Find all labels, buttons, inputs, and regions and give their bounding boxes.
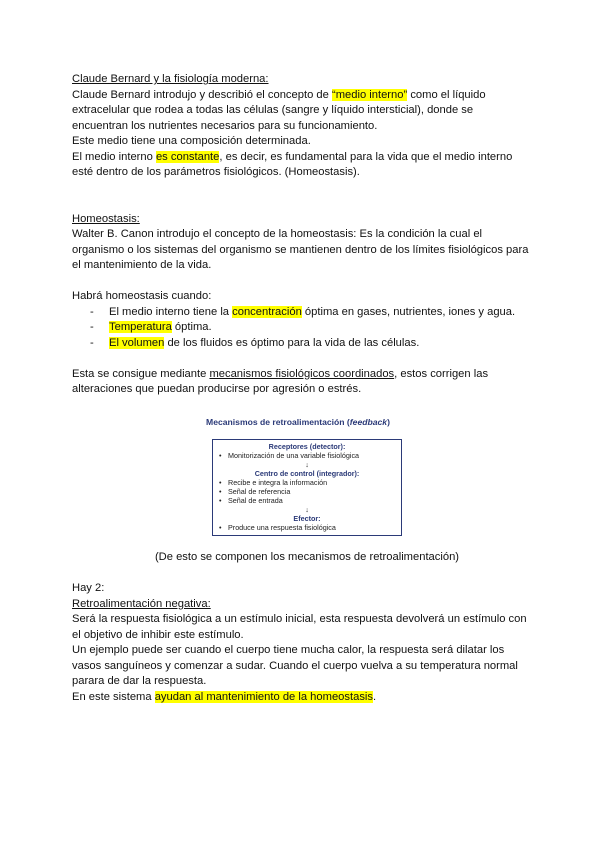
control-item: • Señal de referencia bbox=[219, 487, 395, 496]
down-arrow-icon: ↓ bbox=[305, 504, 309, 514]
list-intro: Habrá homeostasis cuando: bbox=[72, 290, 212, 302]
figure-caption: (De esto se componen los mecanismos de retroalimentación) bbox=[154, 551, 460, 564]
document-body bbox=[72, 72, 532, 705]
paragraph-canon: Walter B. Canon introdujo el concepto de la homeostasis: Es la condición la cual el organismo o los sistemas del organismo se mantienen dentro de los límites fisiológicos para el mantenimiento de la vida. bbox=[72, 228, 529, 271]
receptors-item: • Monitorización de una variable fisiológica bbox=[219, 451, 395, 460]
underline-mecanismos: mecanismos fisiológicos coordinados bbox=[209, 367, 395, 380]
homeostasis-conditions-list bbox=[72, 305, 532, 352]
highlight-volumen: El volumen bbox=[109, 336, 165, 349]
down-arrow-icon: ↓ bbox=[305, 459, 309, 469]
paragraph-hay-2: Hay 2: bbox=[72, 582, 105, 595]
figure-box bbox=[212, 439, 402, 536]
control-item: • Señal de entrada bbox=[219, 496, 395, 505]
section-title-retro-negativa: Retroalimentación negativa: bbox=[72, 597, 211, 610]
highlight-concentracion: concentración bbox=[232, 305, 302, 318]
list-item: - Temperatura óptima. bbox=[72, 320, 532, 336]
list-item: - El volumen de los fluidos es óptimo para la vida de las células. bbox=[72, 336, 532, 352]
control-item: • Recibe e integra la información bbox=[219, 478, 395, 487]
highlight-temperatura: Temperatura bbox=[109, 321, 172, 333]
paragraph-mecanismos: Esta se consigue mediante mecanismos fisiológicos coordinados, estos corrigen las alteraciones que puedan producirse por agresión o estrés. bbox=[72, 367, 489, 395]
highlight-mantenimiento: ayudan al mantenimiento de la homeostasis bbox=[154, 690, 373, 703]
paragraph-medio-interno: Claude Bernard introdujo y describió el concepto de “medio interno” como el líquido extracelular que rodea a todas las células (sangre y líquido intersticial), donde se encuentran los nutrientes necesarios para su funcionamiento. bbox=[72, 88, 486, 132]
receptors-heading: Receptores (detector): bbox=[268, 442, 346, 451]
effector-heading: Efector: bbox=[293, 513, 321, 523]
control-heading: Centro de control (integrador): bbox=[254, 468, 360, 478]
paragraph-ejemplo: Un ejemplo puede ser cuando el cuerpo tiene mucha calor, la respuesta será dilatar los vasos sanguíneos y comenzar a sudar. Cuando el cuerpo vuelva a su temperatura normal parara de dar la respuesta. bbox=[72, 644, 518, 688]
feedback-figure bbox=[72, 415, 532, 537]
section-title-homeostasis: Homeostasis: bbox=[72, 212, 140, 225]
paragraph-composicion: Este medio tiene una composición determinada. bbox=[72, 135, 311, 147]
section-title-bernard: Claude Bernard y la fisiología moderna: bbox=[72, 73, 269, 85]
figure-title: Mecanismos de retroalimentación (feedback) bbox=[206, 416, 390, 427]
paragraph-respuesta: Será la respuesta fisiológica a un estímulo inicial, esta respuesta devolverá un estímulo con el objetivo de inhibir este estímulo. bbox=[72, 613, 527, 641]
paragraph-sistema: En este sistema ayudan al mantenimiento de la homeostasis. bbox=[72, 690, 377, 703]
highlight-medio-interno: “medio interno” bbox=[331, 88, 408, 101]
paragraph-constante: El medio interno es constante, es decir, es fundamental para la vida que el medio interno esté dentro de los parámetros fisiológicos. (Homeostasis). bbox=[72, 150, 513, 178]
effector-item: • Produce una respuesta fisiológica bbox=[219, 523, 395, 532]
highlight-es-constante: es constante bbox=[155, 150, 220, 163]
list-item: - El medio interno tiene la concentración óptima en gases, nutrientes, iones y agua. bbox=[72, 305, 532, 321]
